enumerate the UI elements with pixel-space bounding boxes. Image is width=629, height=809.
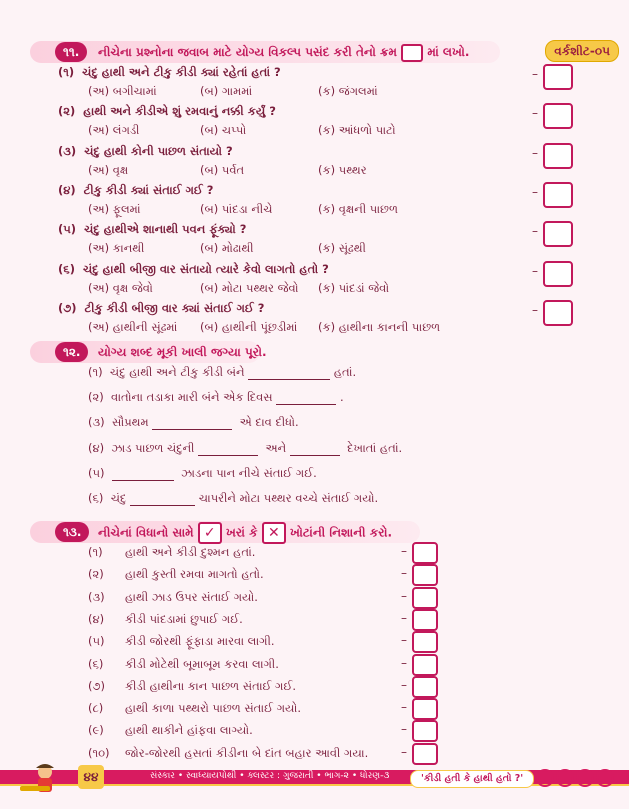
- statement-text: હાથી ઝાડ ઉપર સંતાઈ ગયો.: [125, 589, 258, 604]
- tick-cross-box[interactable]: [412, 609, 438, 631]
- option-b: (બ) પર્વત: [200, 162, 245, 177]
- option-c: (ક) સૂંઢથી: [318, 241, 366, 256]
- statement-text: કીડી હાથીના કાન પાછળ સંતાઈ ગઈ.: [125, 678, 296, 693]
- item-number: (૩): [58, 143, 77, 158]
- fill-blank[interactable]: [248, 379, 330, 380]
- item-number: (૬): [58, 261, 75, 276]
- item-number: (૧): [88, 365, 103, 379]
- statement-text: જોર-જોરથી હસતાં કીડીના બે દાંત બહાર આવી ગયા.: [125, 745, 369, 760]
- tick-icon: ✓: [198, 522, 222, 544]
- answer-box[interactable]: [543, 300, 573, 326]
- answer-dash: –: [532, 263, 538, 278]
- statement-number: (૨): [88, 567, 104, 582]
- question-text: ચંદુ હાથી બીજી વાર સંતાયો ત્યારે કેવો લાગતો હતો ?: [82, 261, 329, 276]
- option-c: (ક) આંધળો પાટો: [318, 123, 396, 138]
- option-a: (અ) વૃક્ષ જેવો: [88, 280, 153, 295]
- swirl-decoration-icon: [537, 770, 613, 786]
- tick-cross-box[interactable]: [412, 654, 438, 676]
- option-a: (અ) કાનથી: [88, 241, 145, 256]
- question-text: ચંદુ હાથીએ શાનાથી પવન ફૂંક્યો ?: [84, 222, 247, 237]
- option-b: (બ) પાંદડા નીચે: [200, 201, 273, 216]
- item-number: (૪): [58, 182, 76, 197]
- tick-cross-box[interactable]: [412, 587, 438, 609]
- q11-question: [58, 221, 246, 237]
- option-c: (ક) જંગલમાં: [318, 84, 378, 98]
- option-b: (બ) ચપ્પો: [200, 123, 247, 138]
- statement-text: હાથી કાળા પથ્થરો પાછળ સંતાઈ ગયો.: [125, 701, 301, 716]
- item-text: દેખાતાં હતાં.: [347, 441, 403, 455]
- fill-blank[interactable]: [290, 455, 340, 456]
- q11-number: ૧૧.: [55, 42, 87, 62]
- item-text: હતાં.: [333, 365, 357, 379]
- option-c: (ક) પાંદડાં જેવો: [318, 280, 390, 295]
- tick-cross-box[interactable]: [412, 676, 438, 698]
- option-a: (અ) લંગડી: [88, 123, 140, 138]
- q12-item: [88, 440, 402, 456]
- statement-number: (૯): [88, 723, 104, 738]
- statement-number: (૧૦): [88, 745, 110, 760]
- answer-dash: –: [532, 302, 538, 317]
- item-text: ઝાડના પાન નીચે સંતાઈ ગઈ.: [181, 466, 317, 480]
- statement-text: કીડી જોરથી ફૂંફાડા મારવા લાગી.: [125, 634, 275, 649]
- statement-number: (૫): [88, 634, 105, 649]
- statement-text: હાથી થાકીને હાંફવા લાગ્યો.: [125, 723, 253, 738]
- q11-title: [98, 42, 469, 62]
- q11-title-b: માં લખો.: [427, 45, 470, 59]
- statement-text: કીડી પાંદડામાં છુપાઈ ગઈ.: [125, 611, 243, 626]
- item-text: સૌપ્રથમ: [111, 415, 149, 429]
- answer-dash: –: [532, 224, 538, 239]
- q13-title: [98, 522, 392, 544]
- kid-illustration-icon: [20, 764, 54, 792]
- answer-dash: –: [401, 633, 407, 648]
- q11-title-a: નીચેના પ્રશ્નોના જવાબ માટે યોગ્ય વિકલ્પ પસંદ કરી તેનો ક્રમ: [98, 45, 397, 59]
- answer-dash: –: [401, 700, 407, 715]
- footer-title: 'કીડી હતી કે હાથી હતો ?': [410, 770, 534, 788]
- answer-box[interactable]: [543, 182, 573, 208]
- page-footer: [0, 758, 629, 809]
- item-text: ચંદુ: [110, 491, 127, 505]
- answer-dash: –: [532, 67, 538, 81]
- item-number: (૪): [88, 441, 105, 455]
- footer-decoration: [0, 758, 629, 809]
- item-number: (૫): [88, 466, 105, 480]
- option-b: (બ) મોટા પથ્થર જેવો: [200, 280, 299, 295]
- q12-item: [88, 389, 344, 405]
- answer-dash: –: [532, 145, 538, 160]
- item-text: ચંદુ હાથી અને ટીકુ કીડી બંને: [109, 365, 245, 379]
- option-b: (બ) હાથીની પૂંછડીમાં: [200, 319, 298, 334]
- answer-dash: –: [401, 588, 407, 603]
- item-number: (૧): [58, 65, 75, 79]
- statement-number: (૧): [88, 545, 103, 559]
- option-b: (બ) ગામમાં: [200, 84, 253, 98]
- q13-title-a: નીચેનાં વિધાનો સામે: [98, 525, 194, 540]
- question-text: હાથી અને કીડીએ શું રમવાનું નક્કી કર્યું ?: [83, 104, 276, 119]
- answer-box[interactable]: [543, 64, 573, 90]
- q12-item: [88, 490, 378, 506]
- answer-box[interactable]: [543, 103, 573, 129]
- q12-number: ૧૨.: [55, 342, 88, 362]
- fill-blank[interactable]: [112, 480, 174, 481]
- q12-title: યોગ્ય શબ્દ મૂકી ખાલી જગ્યા પૂરો.: [98, 345, 267, 359]
- q11-question: [58, 300, 264, 316]
- item-text: વાતોના તડાકા મારી બંને એક દિવસ: [111, 390, 273, 404]
- answer-box[interactable]: [543, 143, 573, 169]
- answer-box[interactable]: [543, 221, 573, 247]
- option-a: (અ) બગીચામાં: [88, 84, 157, 98]
- item-number: (૭): [58, 300, 77, 315]
- item-text: ઝાડ પાછળ ચંદુની: [111, 441, 195, 455]
- q11-question: [58, 103, 276, 119]
- option-a: (અ) વૃક્ષ: [88, 162, 129, 177]
- option-a: (અ) ફૂલમાં: [88, 201, 141, 216]
- answer-dash: –: [401, 566, 407, 581]
- statement-number: (૩): [88, 589, 105, 604]
- statement-text: હાથી અને કીડી દુશ્મન હતાં.: [125, 545, 256, 559]
- tick-cross-box[interactable]: [412, 631, 438, 653]
- question-text: ટીકુ કીડી બીજી વાર ક્યાં સંતાઈ ગઈ ?: [84, 300, 265, 315]
- q12-item: [88, 414, 299, 430]
- q11-question: [58, 261, 329, 277]
- cross-icon: ✕: [262, 522, 286, 544]
- q13-title-b: ખરાં કે: [225, 525, 258, 540]
- question-text: ચંદુ હાથી અને ટીકુ કીડી ક્યાં રહેતાં હતાં ?: [82, 65, 281, 79]
- item-number: (૩): [88, 415, 105, 429]
- answer-dash: –: [532, 184, 538, 199]
- answer-dash: –: [401, 677, 407, 692]
- item-number: (૨): [88, 390, 104, 404]
- statement-text: કીડી મોટેથી બૂમાબૂમ કરવા લાગી.: [125, 656, 279, 671]
- answer-box[interactable]: [543, 261, 573, 287]
- answer-dash: –: [401, 655, 407, 670]
- q11-question: [58, 143, 233, 159]
- statement-number: (૪): [88, 611, 105, 626]
- page-number: ૪૪: [78, 765, 104, 789]
- q12-item: [88, 364, 356, 380]
- fill-blank[interactable]: [130, 505, 195, 506]
- fill-blank[interactable]: [198, 455, 258, 456]
- answer-dash: –: [532, 106, 538, 121]
- answer-dash: –: [401, 722, 407, 737]
- q11-question: [58, 182, 213, 198]
- item-text: એ દાવ દીધો.: [239, 415, 299, 429]
- q12-item: [88, 465, 317, 481]
- q13-number: ૧૩.: [55, 522, 89, 542]
- tick-cross-box[interactable]: [412, 698, 438, 720]
- fill-blank[interactable]: [152, 429, 232, 430]
- item-text: .: [339, 390, 344, 404]
- item-number: (૨): [58, 104, 76, 119]
- answer-box-icon: [401, 44, 423, 62]
- tick-cross-box[interactable]: [412, 542, 438, 564]
- fill-blank[interactable]: [276, 404, 336, 405]
- tick-cross-box[interactable]: [412, 720, 438, 742]
- statement-number: (૭): [88, 678, 105, 693]
- footer-text: સંસ્કાર • સ્વાધ્યાયપોથી • ક્લસ્ટર : ગુજરાતી • ભાગ-૨ • ધોરણ-૩: [150, 771, 390, 781]
- item-text: અને: [265, 441, 287, 455]
- q11-question: [58, 64, 281, 80]
- question-text: ચંદુ હાથી કોની પાછળ સંતાયો ?: [84, 143, 233, 158]
- option-c: (ક) વૃક્ષની પાછળ: [318, 201, 398, 216]
- answer-dash: –: [401, 544, 407, 558]
- q13-title-c: ખોટાંની નિશાની કરો.: [290, 525, 392, 540]
- statement-number: (૬): [88, 656, 104, 671]
- option-c: (ક) પથ્થર: [318, 162, 367, 177]
- statement-text: હાથી કુસ્તી રમવા માગતો હતો.: [125, 567, 264, 582]
- answer-dash: –: [401, 610, 407, 625]
- worksheet-tag: વર્કશીટ-૦૫: [545, 40, 619, 62]
- option-b: (બ) મોઢાથી: [200, 241, 254, 256]
- answer-dash: –: [401, 744, 407, 759]
- statement-number: (૮): [88, 701, 104, 716]
- item-number: (૫): [58, 222, 77, 237]
- option-c: (ક) હાથીના કાનની પાછળ: [318, 319, 441, 334]
- tick-cross-box[interactable]: [412, 564, 438, 586]
- question-text: ટીકુ કીડી ક્યાં સંતાઈ ગઈ ?: [83, 182, 214, 197]
- option-a: (અ) હાથીની સૂંઢમાં: [88, 319, 178, 334]
- item-text: ચાપરીને મોટા પથ્થર વચ્ચે સંતાઈ ગયો.: [198, 491, 379, 505]
- item-number: (૬): [88, 491, 104, 505]
